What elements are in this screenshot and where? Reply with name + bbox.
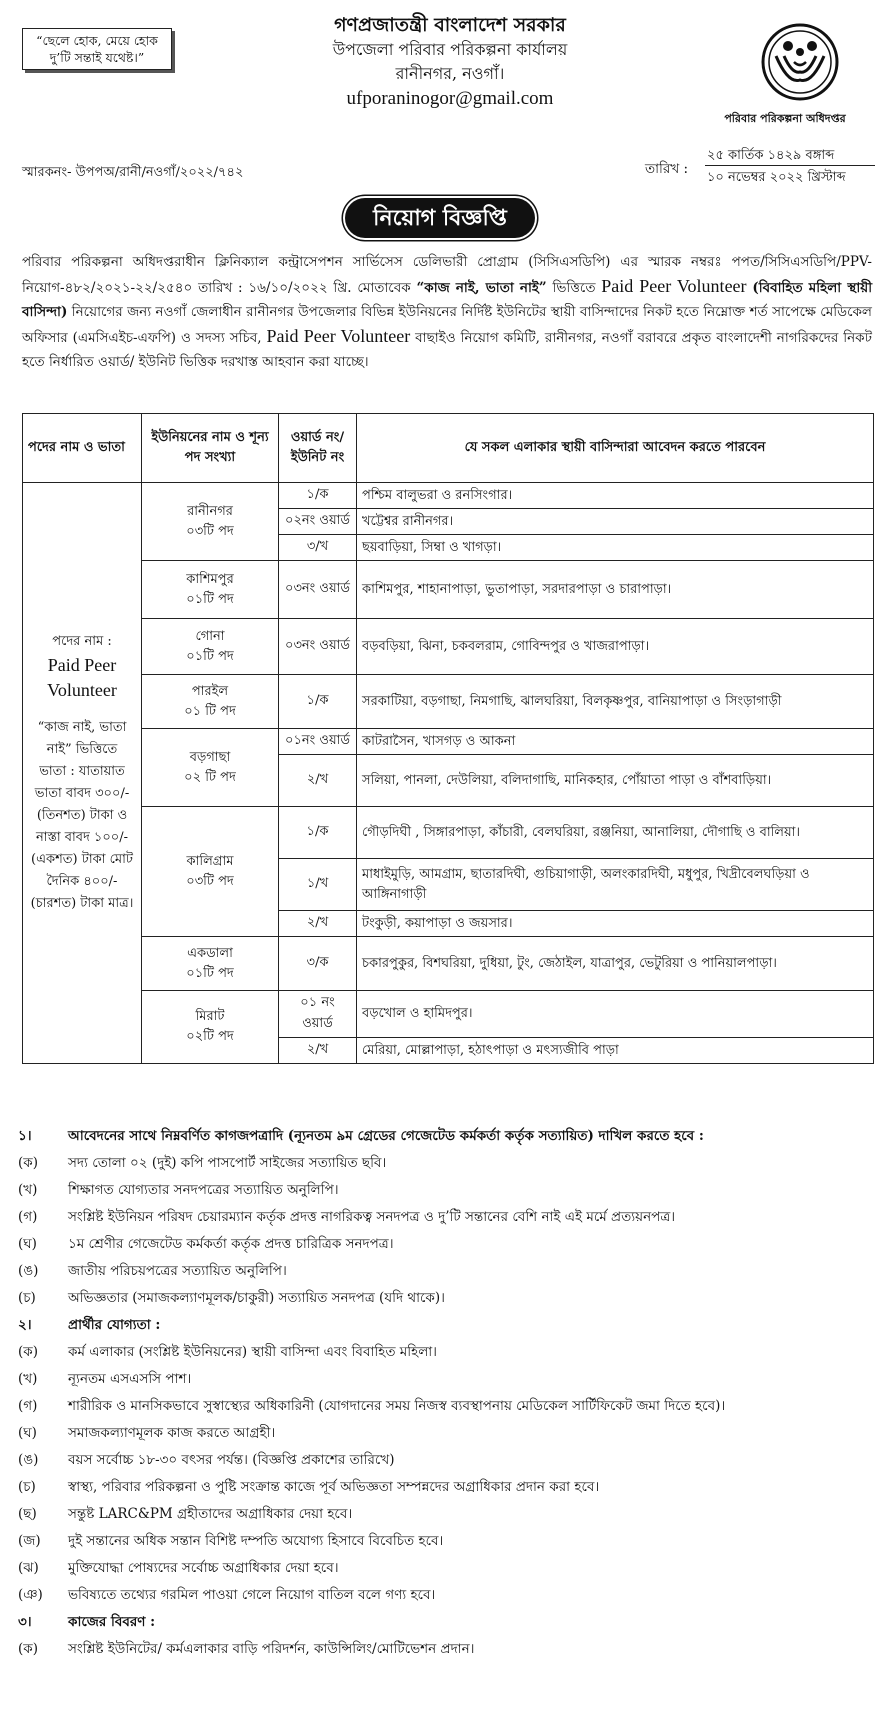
item-marker: (ঙ) xyxy=(18,1452,39,1468)
column-header: ইউনিয়নের নাম ও শূন্য পদ সংখ্যা xyxy=(142,414,279,483)
post-name: Paid Peer Volunteer xyxy=(47,655,117,700)
list-item xyxy=(18,1636,878,1663)
list-item xyxy=(18,1150,878,1177)
ward-cell: ০৩নং ওয়ার্ড xyxy=(279,561,357,619)
union-name: কাশিমপুর xyxy=(186,571,234,587)
table-row xyxy=(23,483,874,509)
area-cell: বড়বড়িয়া, ঝিনা, চকবলরাম, গোবিন্দপুর ও খাজরাপাড়া। xyxy=(357,619,874,675)
union-posts: ০১ টি পদ xyxy=(184,703,236,719)
union-posts: ০১টি পদ xyxy=(186,591,234,607)
area-cell: ছয়বাড়িয়া, সিম্বা ও খাগড়া। xyxy=(357,535,874,561)
item-marker: (চ) xyxy=(18,1290,36,1306)
slogan-line: “ছেলে হোক, মেয়ে হোক xyxy=(36,33,158,48)
area-cell: পশ্চিম বালুভরা ও রনসিংগার। xyxy=(357,483,874,509)
post-basis: “কাজ নাই, ভাতা নাই” ভিত্তিতে xyxy=(37,720,127,757)
ward-cell: ২/খ xyxy=(279,911,357,937)
family-planning-logo-icon xyxy=(760,22,840,102)
item-text: শিক্ষাগত যোগ্যতার সনদপত্রের সত্যায়িত অনুলিপি। xyxy=(68,1182,339,1198)
item-marker: (ঙ) xyxy=(18,1263,39,1279)
item-text: সংশ্লিষ্ট ইউনিটের/ কর্মএলাকার বাড়ি পরিদর্শন, কাউন্সিলিং/মোটিভেশন প্রদান। xyxy=(68,1641,475,1657)
union-posts: ০৩টি পদ xyxy=(186,873,234,889)
list-item xyxy=(18,1366,878,1393)
union-name: মিরাট xyxy=(195,1009,225,1024)
item-marker: ১। xyxy=(18,1128,32,1144)
area-cell: বড়খোল ও হামিদপুর। xyxy=(357,991,874,1038)
notice-title: নিয়োগ বিজ্ঞপ্তি xyxy=(345,198,535,238)
list-item xyxy=(18,1285,878,1312)
ward-cell: ০১নং ওয়ার্ড xyxy=(279,729,357,755)
post-label: পদের নাম : xyxy=(52,634,112,649)
union-posts: ০২টি পদ xyxy=(186,1029,234,1044)
union-name: রানীনগর xyxy=(187,503,233,519)
item-text: অভিজ্ঞতার (সমাজকল্যাণমূলক/চাকুরী) সত্যায়িত সনদপত্র (যদি থাকে)। xyxy=(68,1290,445,1306)
union-cell xyxy=(142,675,279,729)
item-text: স্বাস্থ্য, পরিবার পরিকল্পনা ও পুষ্টি সংক্রান্ত কাজে পূর্ব অভিজ্ঞতা সম্পন্নদের অগ্রাধিকার প্রদান করা হবে। xyxy=(68,1479,600,1495)
table-row xyxy=(23,991,874,1038)
item-text: জাতীয় পরিচয়পত্রের সত্যায়িত অনুলিপি। xyxy=(68,1263,287,1279)
list-item xyxy=(18,1393,878,1420)
column-header: যে সকল এলাকার স্থায়ী বাসিন্দারা আবেদন করতে পারবেন xyxy=(357,414,874,483)
union-posts: ০২ টি পদ xyxy=(184,769,236,785)
item-marker: (গ) xyxy=(18,1398,38,1414)
office-name: উপজেলা পরিবার পরিকল্পনা কার্যালয় xyxy=(332,40,568,59)
table-row xyxy=(23,937,874,991)
union-name: গোনা xyxy=(195,628,225,644)
item-marker: (খ) xyxy=(18,1371,38,1387)
item-text: মুক্তিযোদ্ধা পোষ্যদের সর্বোচ্চ অগ্রাধিকার দেয়া হবে। xyxy=(68,1560,339,1576)
union-posts: ০৩টি পদ xyxy=(186,523,234,539)
area-cell: কাটরাসৈন, খাসগড় ও আকনা xyxy=(357,729,874,755)
union-name: একডালা xyxy=(187,945,233,961)
area-cell: মেরিয়া, মোল্লাপাড়া, হঠাৎপাড়া ও মৎস্যজীবি পাড়া xyxy=(357,1038,874,1064)
post-cell xyxy=(23,483,142,1064)
item-marker: (ক) xyxy=(18,1344,38,1360)
list-item xyxy=(18,1420,878,1447)
column-header: ওয়ার্ড নং/ ইউনিট নং xyxy=(279,414,357,483)
union-cell xyxy=(142,807,279,937)
list-item xyxy=(18,1447,878,1474)
item-text: দুই সন্তানের অধিক সন্তান বিশিষ্ট দম্পতি অযোগ্য হিসাবে বিবেচিত হবে। xyxy=(68,1533,444,1549)
item-marker: (ঝ) xyxy=(18,1560,39,1576)
item-text: আবেদনের সাথে নিম্নবর্ণিত কাগজপত্রাদি (ন্যূনতম ৯ম গ্রেডের গেজেটেড কর্মকর্তা কর্তৃক সত্যায়িত) দাখিল করতে হবে : xyxy=(68,1128,704,1144)
item-text: কর্ম এলাকার (সংশ্লিষ্ট ইউনিয়নের) স্থায়ী বাসিন্দা এবং বিবাহিত মহিলা। xyxy=(68,1344,438,1360)
intro-basis: “কাজ নাই, ভাতা নাই” xyxy=(416,280,547,296)
list-item xyxy=(18,1582,878,1609)
list-item xyxy=(18,1204,878,1231)
ward-cell: ১/খ xyxy=(279,859,357,911)
item-text: সন্তুষ্ট LARC&PM গ্রহীতাদের অগ্রাধিকার দেয়া হবে। xyxy=(68,1506,353,1522)
item-marker: (ঞ) xyxy=(18,1587,43,1603)
item-marker: (জ) xyxy=(18,1533,41,1549)
item-text: কাজের বিবরণ : xyxy=(68,1614,156,1630)
area-cell: গৌড়দিঘী , সিঙ্গারপাড়া, কাঁচারী, বেলঘরিয়া, রঞ্জনিয়া, আনালিয়া, দৌগাছি ও বালিয়া। xyxy=(357,807,874,859)
item-marker: (চ) xyxy=(18,1479,36,1495)
ward-cell: ৩/খ xyxy=(279,535,357,561)
vacancy-table xyxy=(22,413,874,1064)
list-item xyxy=(18,1177,878,1204)
slogan-line: দু’টি সন্তাই যথেষ্ট।” xyxy=(49,50,145,65)
memo-number: স্মারকনং- উপপঅ/রানী/নওগাঁ/২০২২/৭৪২ xyxy=(22,165,244,180)
intro-text: বাছাইও নিয়োগ কমিটি, রানীনগর, নওগাঁ বরাবরে প্রকৃত বাংলাদেশী নাগরিকদের নিকট হতে নির্ধারিত ওয়ার্ড/ ইউনিট ভিত্তিক দরখাস্ত আহবান করা যাচ্ছে। xyxy=(22,330,872,370)
item-marker: (ক) xyxy=(18,1155,38,1171)
intro-text: পরিবার পরিকল্পনা অধিদপ্তরাধীন ক্লিনিক্যাল কন্ট্রাসেপশন সার্ভিসেস ডেলিভারী প্রোগ্রাম (সিসিএসডিপি) এর স্মারক নম্বরঃ পপত/সিসিএসডিপি/PPV-নিয়োগ-৪৮২/২০২১-২২/২৫৪০ তারিখ : ১৬/১০/২০২২ খ্রি. মোতাবেক xyxy=(22,254,872,296)
date-divider xyxy=(705,165,875,166)
intro-text: ভিত্তিতে xyxy=(552,280,596,296)
item-text: প্রার্থীর যোগ্যতা : xyxy=(68,1317,161,1333)
area-cell: টংকুড়ী, কয়াপাড়া ও জয়সার। xyxy=(357,911,874,937)
ward-cell: ২/খ xyxy=(279,1038,357,1064)
issue-date xyxy=(645,146,875,186)
item-marker: (ক) xyxy=(18,1641,38,1657)
item-marker: (ঘ) xyxy=(18,1236,37,1252)
union-name: বড়গাছা xyxy=(189,749,231,765)
union-cell xyxy=(142,937,279,991)
table-row xyxy=(23,619,874,675)
item-marker: (ঘ) xyxy=(18,1425,37,1441)
area-cell: কাশিমপুর, শাহানাপাড়া, ভুতাপাড়া, সরদারপাড়া ও চারাপাড়া। xyxy=(357,561,874,619)
item-text: ১ম শ্রেণীর গেজেটেড কর্মকর্তা কর্তৃক প্রদত্ত চারিত্রিক সনদপত্র। xyxy=(68,1236,394,1252)
union-cell xyxy=(142,561,279,619)
ward-cell: ০৩নং ওয়ার্ড xyxy=(279,619,357,675)
date-bangla: ২৫ কার্তিক ১৪২৯ বঙ্গাব্দ xyxy=(707,148,835,163)
item-text: ভবিষ্যতে তথ্যের গরমিল পাওয়া গেলে নিয়োগ বাতিল বলে গণ্য হবে। xyxy=(68,1587,436,1603)
requirements-list xyxy=(18,1123,878,1663)
office-email: ufporaninogor@gmail.com xyxy=(346,88,554,109)
item-text: শারীরিক ও মানসিকভাবে সুস্বাস্থ্যের অধিকারিনী (যোগদানের সময় নিজস্ব ব্যবস্থাপনায় মেডিকেল সার্টিফিকেট জমা দিতে হবে)। xyxy=(68,1398,726,1414)
list-item xyxy=(18,1231,878,1258)
union-name: পারইল xyxy=(191,683,229,699)
list-item xyxy=(18,1339,878,1366)
list-item xyxy=(18,1555,878,1582)
table-header-row xyxy=(23,414,874,483)
union-cell xyxy=(142,729,279,807)
ward-cell: ৩/ক xyxy=(279,937,357,991)
union-cell xyxy=(142,483,279,561)
date-english: ১০ নভেম্বর ২০২২ খ্রিস্টাব্দ xyxy=(707,170,846,185)
table-row xyxy=(23,561,874,619)
list-item xyxy=(18,1501,878,1528)
government-name: গণপ্রজাতন্ত্রী বাংলাদেশ সরকার xyxy=(334,14,566,36)
area-cell: খট্টেশ্বর রানীনগর। xyxy=(357,509,874,535)
item-marker: ২। xyxy=(18,1317,32,1333)
intro-text: নিয়োগের জন্য নওগাঁ জেলাধীন রানীনগর উপজেলার বিভিন্ন ইউনিয়নের নির্দিষ্ট ইউনিটের স্থায়ী বাসিন্দাদের নিকট হতে নিম্নোক্ত শর্ত সাপেক্ষে মেডিকেল অফিসার (এমসিএইচ-এফপি) ও সদস্য সচিব, xyxy=(22,304,872,346)
area-cell: মাধাইমুড়ি, আমগ্রাম, ছাতারদিঘী, গুচিয়াগাড়ী, অলংকারদিঘী, মধুপুর, খিদ্রীবেলঘড়িয়া ও আঙ্গিনাগাড়ী xyxy=(357,859,874,911)
letterhead xyxy=(230,12,670,112)
section-heading xyxy=(18,1123,878,1150)
intro-post-name: Paid Peer Volunteer xyxy=(601,276,747,296)
item-marker: (ছ) xyxy=(18,1506,37,1522)
union-posts: ০১টি পদ xyxy=(186,965,234,981)
table-row xyxy=(23,675,874,729)
union-posts: ০১টি পদ xyxy=(186,648,234,664)
list-item xyxy=(18,1258,878,1285)
item-marker: (গ) xyxy=(18,1209,38,1225)
list-item xyxy=(18,1474,878,1501)
slogan-box xyxy=(22,28,172,70)
section-heading xyxy=(18,1609,878,1636)
date-label: তারিখ : xyxy=(645,161,689,177)
post-allowance: ভাতা : যাতায়াত ভাতা বাবদ ৩০০/- (তিনশত) টাকা ও নাস্তা বাবদ ১০০/-(একশত) টাকা মোট দৈনিক ৪০০/- (চারশত) টাকা মাত্র। xyxy=(30,764,134,911)
area-cell: চকারপুকুর, বিশঘরিয়া, দুধিয়া, টুং, জেঠাইল, যাত্রাপুর, ভেটুরিয়া ও পানিয়ালপাড়া। xyxy=(357,937,874,991)
list-item xyxy=(18,1528,878,1555)
ward-cell: ০২নং ওয়ার্ড xyxy=(279,509,357,535)
union-cell xyxy=(142,991,279,1064)
table-row xyxy=(23,807,874,859)
item-marker: (খ) xyxy=(18,1182,38,1198)
union-name: কালিগ্রাম xyxy=(186,853,234,869)
union-cell xyxy=(142,619,279,675)
ward-cell: ১/ক xyxy=(279,807,357,859)
ward-cell: ১/ক xyxy=(279,675,357,729)
column-header: পদের নাম ও ভাতা xyxy=(23,414,142,483)
item-text: সংশ্লিষ্ট ইউনিয়ন পরিষদ চেয়ারম্যান কর্তৃক প্রদত্ত নাগরিকত্ব সনদপত্র ও দু’টি সন্তানের বেশি নাই এই মর্মে প্রত্যয়নপত্র। xyxy=(68,1209,676,1225)
area-cell: সরকাটিয়া, বড়গাছা, নিমগাছি, ঝালঘরিয়া, বিলকৃষ্ণপুর, বানিয়াপাড়া ও সিংড়াগাড়ী xyxy=(357,675,874,729)
intro-post-name: Paid Peer Volunteer xyxy=(266,326,411,346)
ward-cell: ০১ নং ওয়ার্ড xyxy=(279,991,357,1038)
area-cell: সলিয়া, পানলা, দেউলিয়া, বলিদাগাছি, মানিকহার, পোঁয়াতা পাড়া ও বাঁশবাড়িয়া। xyxy=(357,755,874,807)
item-text: বয়স সর্বোচ্চ ১৮-৩০ বৎসর পর্যন্ত। (বিজ্ঞপ্তি প্রকাশের তারিখে) xyxy=(68,1452,395,1468)
item-text: সদ্য তোলা ০২ (দুই) কপি পাসপোর্ট সাইজের সত্যায়িত ছবি। xyxy=(68,1155,387,1171)
item-marker: ৩। xyxy=(18,1614,32,1630)
intro-paragraph xyxy=(22,250,872,374)
table-row xyxy=(23,729,874,755)
section-heading xyxy=(18,1312,878,1339)
ward-cell: ১/ক xyxy=(279,483,357,509)
intro-eligibility: (বিবাহিত মহিলা স্থায়ী বাসিন্দা) xyxy=(22,280,873,320)
office-location: রানীনগর, নওগাঁ। xyxy=(395,64,505,83)
logo-caption: পরিবার পরিকল্পনা অধিদপ্তর xyxy=(724,112,846,125)
item-text: সমাজকল্যাণমূলক কাজ করতে আগ্রহী। xyxy=(68,1425,276,1441)
item-text: ন্যূনতম এসএসসি পাশ। xyxy=(68,1371,192,1387)
ward-cell: ২/খ xyxy=(279,755,357,807)
